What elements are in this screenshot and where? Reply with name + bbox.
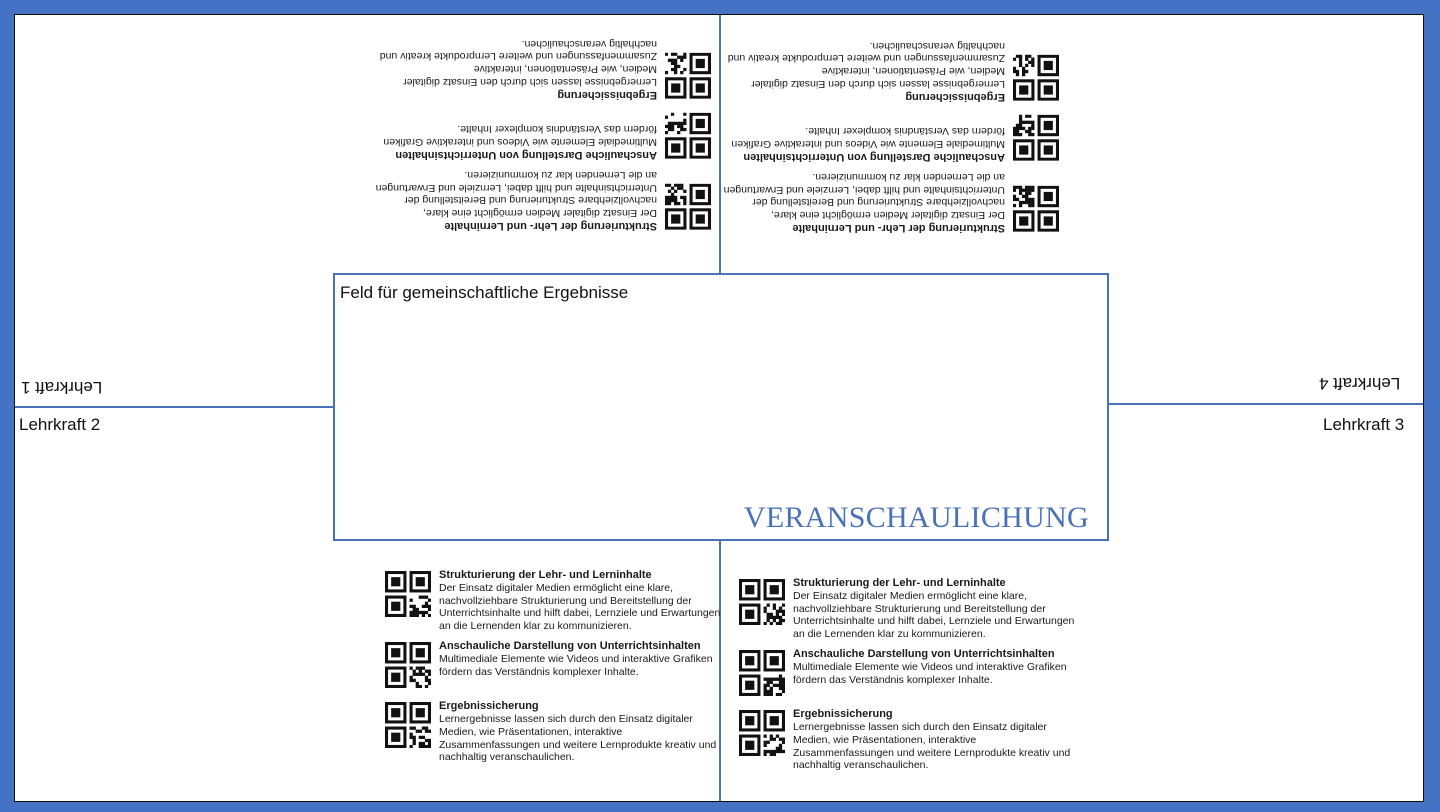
qr-code-icon[interactable] — [665, 184, 711, 230]
shared-field-label: Feld für gemeinschaftliche Ergebnisse — [340, 283, 629, 302]
info-item — [719, 114, 1059, 162]
item-body: Multimediale Elemente wie Videos und interaktive Grafiken fördern das Verständnis komplexer Inhalte. — [383, 122, 657, 148]
item-body: Der Einsatz digitaler Medien ermöglicht eine klare, nachvollziehbare Strukturierung und Bereitstellung der Unterrichtsinhalte und hilft dabei, Lernziele und Erwartungen an die Lernenden klar zu kommunizieren. — [375, 168, 657, 219]
item-title: Strukturierung der Lehr- und Lerninhalte — [444, 219, 657, 232]
item-body: Multimediale Elemente wie Videos und interaktive Grafiken fördern das Verständnis komplexer Inhalte. — [731, 124, 1005, 150]
teacher-label-3: Lehrkraft 3 — [1323, 415, 1405, 434]
item-body: Der Einsatz digitaler Medien ermöglicht eine klare, nachvollziehbare Strukturierung und Bereitstellung der Unterrichtsinhalte und hilft dabei, Lernziele und Erwartungen an die Lernenden klar zu kommunizieren. — [793, 590, 1075, 640]
item-body: Lernergebnisse lassen sich durch den Einsatz digitaler Medien, wie Präsentationen, interaktive Zusammenfassungen und weitere Lernprodukte kreativ und nachhaltig veranschaulichen. — [793, 721, 1071, 772]
divider-left-horizontal — [15, 406, 333, 408]
teacher-label-4: Lehrkraft 4 — [1319, 374, 1401, 393]
info-item — [739, 708, 1079, 771]
item-body: Lernergebnisse lassen sich durch den Einsatz digitaler Medien, wie Präsentationen, interaktive Zusammenfassungen und weitere Lernprodukte kreativ und nachhaltig veranschaulichen. — [439, 713, 717, 764]
item-title: Strukturierung der Lehr- und Lerninhalte — [792, 221, 1005, 234]
item-title: Anschauliche Darstellung von Unterrichtsinhalten — [395, 148, 657, 161]
info-item — [719, 170, 1059, 233]
info-item — [719, 39, 1059, 102]
shared-results-field[interactable] — [333, 273, 1109, 541]
qr-code-icon[interactable] — [1013, 114, 1059, 160]
qr-code-icon[interactable] — [739, 710, 785, 756]
item-title: Strukturierung der Lehr- und Lerninhalte — [439, 569, 652, 581]
qr-code-icon[interactable] — [739, 650, 785, 696]
teacher-label-1: Lehrkraft 1 — [21, 378, 103, 397]
info-item — [371, 112, 711, 160]
info-item — [371, 37, 711, 100]
info-item — [385, 700, 725, 763]
item-body: Lernergebnisse lassen sich durch den Einsatz digitaler Medien, wie Präsentationen, interaktive Zusammenfassungen und weitere Lernprodukte kreativ und nachhaltig veranschaulichen. — [379, 37, 657, 88]
info-item — [385, 640, 725, 688]
panel-bottom-right — [739, 577, 1079, 772]
qr-code-icon[interactable] — [385, 642, 431, 688]
qr-code-icon[interactable] — [1013, 54, 1059, 100]
panel-top-left — [371, 37, 711, 232]
panel-top-right — [719, 39, 1059, 234]
qr-code-icon[interactable] — [385, 702, 431, 748]
info-item — [371, 168, 711, 231]
item-body: Multimediale Elemente wie Videos und interaktive Grafiken fördern das Verständnis komplexer Inhalte. — [439, 653, 713, 678]
item-title: Ergebnissicherung — [905, 90, 1005, 103]
item-title: Anschauliche Darstellung von Unterrichtsinhalten — [743, 150, 1005, 163]
item-title: Ergebnissicherung — [439, 700, 539, 713]
qr-code-icon[interactable] — [665, 52, 711, 98]
item-title: Ergebnissicherung — [793, 708, 893, 721]
item-body: Der Einsatz digitaler Medien ermöglicht eine klare, nachvollziehbare Strukturierung und Bereitstellung der Unterrichtsinhalte und hilft dabei, Lernziele und Erwartungen an die Lernenden klar zu kommunizieren. — [723, 170, 1005, 221]
item-title: Anschauliche Darstellung von Unterrichtsinhalten — [439, 640, 701, 653]
qr-code-icon[interactable] — [1013, 186, 1059, 232]
qr-code-icon[interactable] — [665, 112, 711, 158]
qr-code-icon[interactable] — [739, 579, 785, 625]
panel-bottom-left — [385, 569, 725, 764]
item-title: Strukturierung der Lehr- und Lerninhalte — [793, 577, 1006, 589]
item-title: Ergebnissicherung — [557, 88, 657, 101]
info-item — [385, 569, 725, 632]
qr-code-icon[interactable] — [385, 571, 431, 617]
item-body: Der Einsatz digitaler Medien ermöglicht eine klare, nachvollziehbare Strukturierung und Bereitstellung der Unterrichtsinhalte und hilft dabei, Lernziele und Erwartungen an die Lernenden klar zu kommunizieren. — [439, 582, 721, 632]
divider-right-horizontal — [1109, 403, 1424, 405]
placemat-sheet — [14, 14, 1424, 802]
item-body: Multimediale Elemente wie Videos und interaktive Grafiken fördern das Verständnis komplexer Inhalte. — [793, 661, 1067, 686]
info-item — [739, 577, 1079, 640]
info-item — [739, 648, 1079, 696]
teacher-label-2: Lehrkraft 2 — [19, 415, 101, 434]
item-title: Anschauliche Darstellung von Unterrichtsinhalten — [793, 648, 1055, 661]
veranschaulichung-title: VERANSCHAULICHUNG — [743, 501, 1089, 534]
item-body: Lernergebnisse lassen sich durch den Einsatz digitaler Medien, wie Präsentationen, interaktive Zusammenfassungen und weitere Lernprodukte kreativ und nachhaltig veranschaulichen. — [727, 39, 1005, 90]
